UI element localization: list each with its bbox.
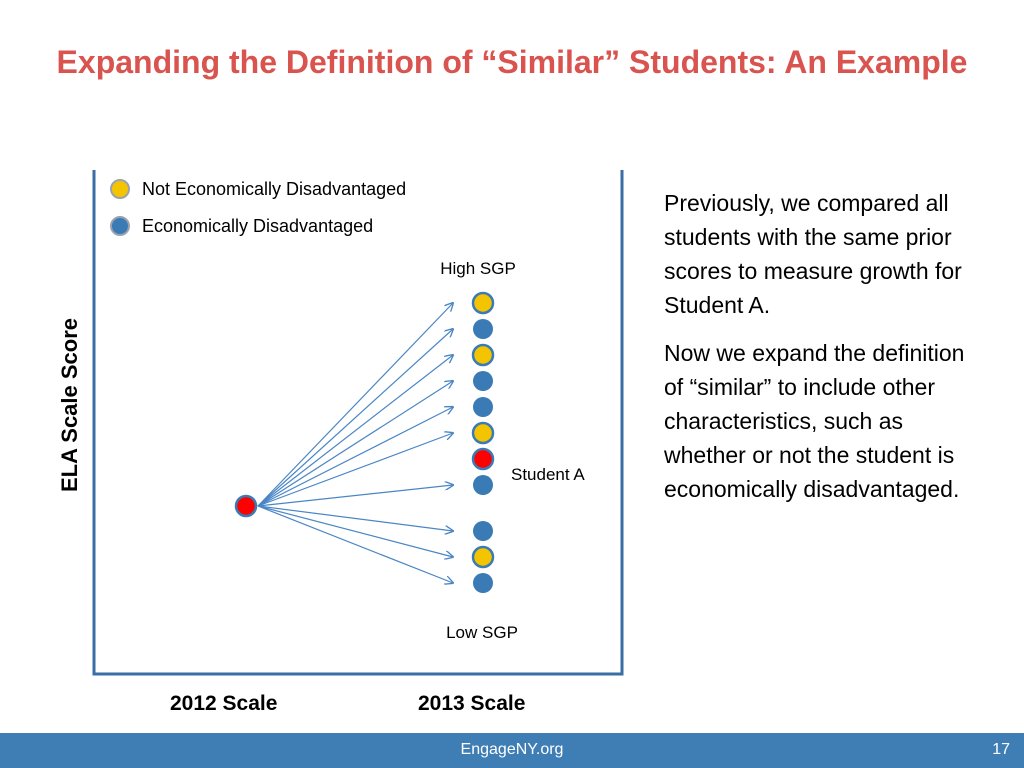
growth-arrow	[258, 329, 453, 506]
slide-title: Expanding the Definition of “Similar” Students: An Example	[56, 44, 968, 80]
explanation-paragraph-2: Now we expand the definition of “similar” to include other characteristics, such as whether or not the student is economically disadvantaged.	[664, 340, 965, 502]
dot-not-disadvantaged	[473, 293, 493, 313]
dot-disadvantaged	[473, 521, 493, 541]
y-axis-label: ELA Scale Score	[57, 317, 82, 493]
legend-swatch-not-disadvantaged	[111, 180, 129, 198]
dot-disadvantaged	[473, 475, 493, 495]
student-a-label: Student A	[511, 465, 585, 484]
dot-not-disadvantaged	[473, 547, 493, 567]
axis-frame	[94, 170, 622, 674]
legend-label-not-disadvantaged: Not Economically Disadvantaged	[142, 179, 407, 199]
growth-arrow	[258, 506, 453, 531]
growth-arrow	[258, 506, 453, 557]
low-sgp-label: Low SGP	[446, 623, 518, 642]
dot-not-disadvantaged	[473, 423, 493, 443]
x-axis-label-2013: 2013 Scale	[418, 692, 526, 715]
dot-disadvantaged	[473, 397, 493, 417]
growth-arrow	[258, 303, 453, 506]
axis-lines	[94, 170, 622, 674]
dot-disadvantaged	[473, 371, 493, 391]
legend-label-disadvantaged: Economically Disadvantaged	[142, 216, 374, 236]
dot-disadvantaged	[473, 573, 493, 593]
dot-not-disadvantaged	[473, 345, 493, 365]
student-a-2012-dot	[236, 496, 256, 516]
growth-arrow	[258, 407, 453, 506]
x-axis-label-2012: 2012 Scale	[170, 692, 278, 715]
growth-arrow	[258, 355, 453, 506]
legend	[111, 179, 406, 236]
student-a-dot	[473, 449, 493, 469]
footer-site-link[interactable]: EngageNY.org	[460, 741, 564, 758]
explanation-text	[664, 186, 984, 520]
explanation-paragraph-1: Previously, we compared all students with the same prior scores to measure growth for Student A.	[664, 190, 962, 318]
high-sgp-label: High SGP	[440, 259, 516, 278]
dot-disadvantaged	[473, 319, 493, 339]
slide-number: 17	[992, 741, 1010, 758]
legend-swatch-disadvantaged	[111, 217, 129, 235]
footer-bar	[0, 733, 1024, 768]
growth-arrow	[258, 506, 453, 583]
arrows	[258, 303, 453, 583]
